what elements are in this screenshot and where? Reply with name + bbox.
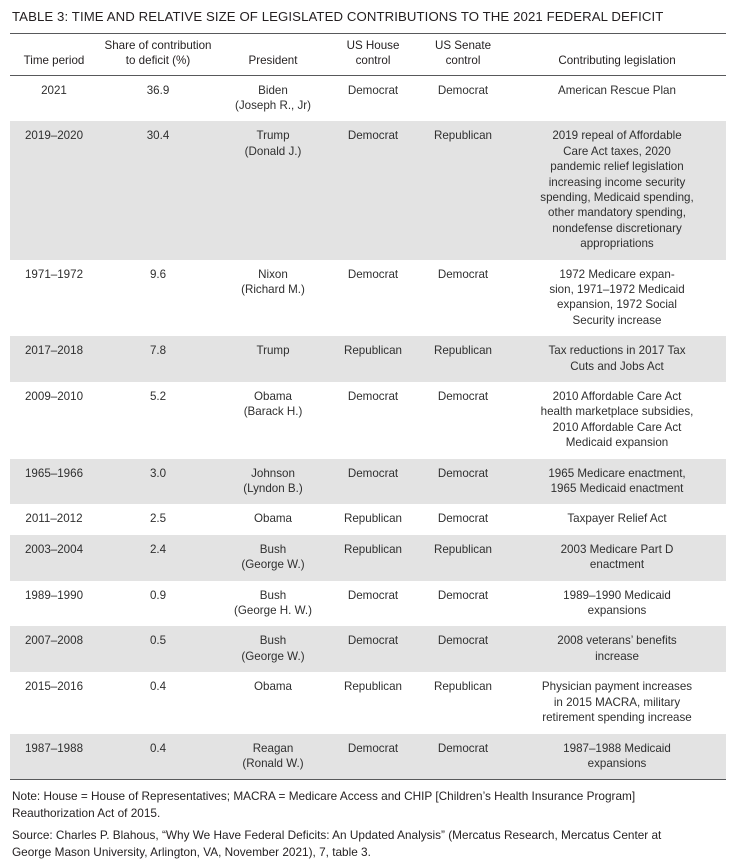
- president-surname: Trump: [256, 129, 290, 143]
- cell-senate-control: Republican: [418, 121, 508, 259]
- legislation-line: 2019 repeal of Affordable: [552, 129, 682, 143]
- cell-contributing-legislation: [508, 459, 726, 505]
- cell-contributing-legislation: [508, 672, 726, 733]
- president-given-name: (Ronald W.): [242, 756, 304, 770]
- cell-share-of-deficit: 7.8: [98, 336, 218, 382]
- cell-time-period: 2003–2004: [10, 535, 98, 581]
- cell-house-control: Republican: [328, 535, 418, 581]
- legislation-line: 2010 Affordable Care Act: [552, 420, 682, 434]
- cell-contributing-legislation: [508, 581, 726, 627]
- cell-contributing-legislation: [508, 626, 726, 672]
- cell-time-period: 2009–2010: [24, 390, 84, 403]
- cell-share-of-deficit: 5.2: [149, 390, 167, 403]
- president-surname: Reagan: [252, 741, 294, 755]
- cell-time-period: 1965–1966: [10, 459, 98, 505]
- legislation-line: 2003 Medicare Part D: [560, 542, 674, 556]
- table-body: [10, 75, 726, 780]
- cell-time-period: 2019–2020: [10, 121, 98, 259]
- table-row: [10, 535, 726, 581]
- legislation-line: 2008 veterans’ benefits: [557, 634, 677, 648]
- cell-senate-control: Democrat: [437, 512, 489, 526]
- column-header-house: [328, 34, 418, 75]
- legislation-line: Care Act taxes, 2020: [563, 144, 671, 158]
- cell-share-of-deficit: 2.4: [98, 535, 218, 581]
- cell-president: [218, 336, 328, 382]
- column-header-time-period: [10, 34, 98, 75]
- cell-house-control: Democrat: [347, 588, 399, 602]
- cell-time-period: 1987–1988: [10, 734, 98, 780]
- header-row: [10, 34, 726, 75]
- cell-senate-control: Democrat: [418, 734, 508, 780]
- cell-senate-control: Republican: [433, 680, 492, 694]
- cell-house-control: Democrat: [328, 121, 418, 259]
- president-given-name: (George W.): [241, 558, 305, 572]
- table-row: [10, 734, 726, 780]
- page-title: TABLE 3: TIME AND RELATIVE SIZE OF LEGISLATED CONTRIBUTIONS TO THE 2021 FEDERAL DEFICIT: [12, 9, 664, 24]
- legislation-line: 1987–1988 Medicaid: [563, 741, 671, 755]
- legislation-line: American Rescue Plan: [558, 83, 676, 97]
- cell-president: [218, 382, 328, 459]
- cell-house-control: Democrat: [347, 83, 399, 97]
- president-given-name: (Barack H.): [243, 405, 303, 419]
- source-paragraph: [12, 827, 724, 860]
- legislation-line: health marketplace subsidies,: [540, 405, 694, 419]
- cell-president: [218, 672, 328, 733]
- table-row: [10, 459, 726, 505]
- table-row: [10, 672, 726, 733]
- cell-senate-control: Democrat: [418, 626, 508, 672]
- president-surname: Nixon: [258, 267, 288, 281]
- column-header-senate: [418, 34, 508, 75]
- president-surname: Bush: [259, 542, 287, 556]
- legislation-line: expansions: [587, 604, 647, 618]
- cell-president: [218, 535, 328, 581]
- president-surname: Johnson: [251, 466, 295, 480]
- cell-contributing-legislation: [508, 382, 726, 459]
- table-row: [10, 581, 726, 627]
- cell-share-of-deficit: 3.0: [98, 459, 218, 505]
- cell-president: [218, 459, 328, 505]
- column-header-legislation: [508, 34, 726, 75]
- cell-president: [218, 626, 328, 672]
- note-line-2: Reauthorization Act of 2015.: [12, 806, 161, 821]
- column-header-line: US House: [346, 38, 400, 52]
- legislation-line: sion, 1971–1972 Medicaid: [549, 282, 685, 296]
- cell-contributing-legislation: [508, 75, 726, 121]
- table-row: [10, 260, 726, 337]
- column-header-line: to deficit (%): [125, 53, 191, 67]
- table-row: [10, 382, 726, 459]
- cell-house-control: Democrat: [328, 626, 418, 672]
- table-row: [10, 504, 726, 534]
- legislation-line: expansion, 1972 Social: [557, 298, 677, 312]
- cell-president: [218, 734, 328, 780]
- legislation-line: Taxpayer Relief Act: [567, 512, 667, 526]
- legislation-line: retirement spending increase: [542, 711, 692, 725]
- cell-share-of-deficit: 0.4: [98, 734, 218, 780]
- column-header-line: Time period: [23, 53, 85, 67]
- legislation-line: increasing income security: [548, 175, 686, 189]
- cell-share-of-deficit: 2.5: [149, 512, 167, 526]
- column-header-president: [218, 34, 328, 75]
- cell-senate-control: Democrat: [437, 267, 489, 281]
- cell-time-period: 2007–2008: [10, 626, 98, 672]
- table-row: [10, 336, 726, 382]
- cell-time-period: 2011–2012: [25, 512, 83, 526]
- legislation-line: Security increase: [572, 313, 662, 327]
- note-line-1: Note: House = House of Representatives; MACRA = Medicare Access and CHIP [Children’s Health Insurance Program]: [12, 789, 636, 804]
- cell-contributing-legislation: [508, 121, 726, 259]
- legislation-line: Medicaid expansion: [565, 436, 669, 450]
- legislation-line: nondefense discretionary: [552, 221, 682, 235]
- cell-senate-control: Democrat: [437, 390, 489, 403]
- cell-house-control: Democrat: [328, 459, 418, 505]
- cell-senate-control: Democrat: [437, 588, 489, 602]
- column-header-line: Share of contribution: [104, 38, 212, 52]
- cell-president: [218, 260, 328, 337]
- president-surname: Biden: [258, 83, 288, 97]
- column-header-line: control: [355, 53, 391, 67]
- column-header-line: control: [445, 53, 481, 67]
- president-surname: Trump: [256, 344, 290, 358]
- cell-time-period: 2017–2018: [10, 336, 98, 382]
- cell-contributing-legislation: [508, 336, 726, 382]
- cell-house-control: Republican: [343, 512, 402, 526]
- cell-president: [218, 121, 328, 259]
- president-given-name: (George W.): [241, 649, 305, 663]
- legislation-line: 1989–1990 Medicaid: [563, 588, 671, 602]
- table-header: [10, 34, 726, 75]
- legislation-line: appropriations: [580, 237, 654, 251]
- column-header-line: President: [248, 53, 298, 67]
- cell-share-of-deficit: 0.4: [149, 680, 167, 694]
- president-surname: Obama: [253, 390, 293, 403]
- president-given-name: (Lyndon B.): [243, 482, 303, 496]
- president-surname: Obama: [253, 512, 293, 526]
- cell-house-control: Democrat: [328, 734, 418, 780]
- legislation-line: Physician payment increases: [541, 680, 693, 694]
- legislated-contributions-table: [10, 34, 726, 780]
- cell-president: [218, 75, 328, 121]
- cell-house-control: Republican: [328, 336, 418, 382]
- note-paragraph: [12, 788, 724, 822]
- cell-share-of-deficit: 36.9: [146, 83, 170, 97]
- column-header-share: [98, 34, 218, 75]
- legislation-line: expansions: [587, 756, 647, 770]
- president-given-name: (Donald J.): [244, 144, 302, 158]
- cell-contributing-legislation: [508, 260, 726, 337]
- legislation-line: spending, Medicaid spending,: [540, 190, 694, 204]
- cell-senate-control: Democrat: [437, 83, 489, 97]
- legislation-line: enactment: [589, 558, 645, 572]
- cell-time-period: 2015–2016: [24, 680, 84, 694]
- cell-contributing-legislation: [508, 535, 726, 581]
- legislation-line: in 2015 MACRA, military: [553, 695, 681, 709]
- legislation-line: Tax reductions in 2017 Tax: [548, 344, 686, 358]
- cell-share-of-deficit: 0.5: [98, 626, 218, 672]
- legislation-line: Cuts and Jobs Act: [570, 359, 664, 373]
- table-row: [10, 626, 726, 672]
- cell-share-of-deficit: 30.4: [98, 121, 218, 259]
- source-line-2: George Mason University, Arlington, VA, November 2021), 7, table 3.: [12, 844, 371, 859]
- legislation-line: 1965 Medicare enactment,: [548, 466, 686, 480]
- president-surname: Bush: [259, 588, 287, 602]
- cell-time-period: 1989–1990: [24, 588, 84, 602]
- legislation-line: 1965 Medicaid enactment: [550, 482, 684, 496]
- cell-contributing-legislation: [508, 504, 726, 534]
- cell-contributing-legislation: [508, 734, 726, 780]
- table-row: [10, 75, 726, 121]
- cell-senate-control: Democrat: [418, 459, 508, 505]
- legislation-line: pandemic relief legislation: [550, 160, 684, 174]
- cell-share-of-deficit: 0.9: [149, 588, 167, 602]
- table-row: [10, 121, 726, 259]
- cell-time-period: 1971–1972: [24, 267, 84, 281]
- cell-senate-control: Republican: [418, 336, 508, 382]
- president-given-name: (Joseph R., Jr): [234, 98, 312, 112]
- cell-president: [218, 504, 328, 534]
- cell-senate-control: Republican: [418, 535, 508, 581]
- president-surname: Obama: [253, 680, 293, 694]
- column-header-line: US Senate: [434, 38, 492, 52]
- source-line-1: Source: Charles P. Blahous, “Why We Have Federal Deficits: An Updated Analysis” (Mercatus Research, Mercatus Center at: [12, 827, 662, 842]
- president-given-name: (Richard M.): [241, 282, 305, 296]
- cell-share-of-deficit: 9.6: [149, 267, 167, 281]
- table-notes: [10, 780, 726, 860]
- cell-house-control: Republican: [343, 680, 402, 694]
- legislation-line: 2010 Affordable Care Act: [552, 390, 682, 403]
- cell-president: [218, 581, 328, 627]
- legislation-line: 1972 Medicare expan-: [559, 267, 675, 281]
- legislation-line: other mandatory spending,: [548, 206, 686, 220]
- column-header-line: Contributing legislation: [558, 53, 676, 67]
- legislation-line: increase: [595, 649, 639, 663]
- cell-house-control: Democrat: [347, 267, 399, 281]
- cell-time-period: 2021: [41, 83, 67, 97]
- president-surname: Bush: [259, 634, 287, 648]
- president-given-name: (George H. W.): [234, 604, 312, 618]
- cell-house-control: Democrat: [347, 390, 399, 403]
